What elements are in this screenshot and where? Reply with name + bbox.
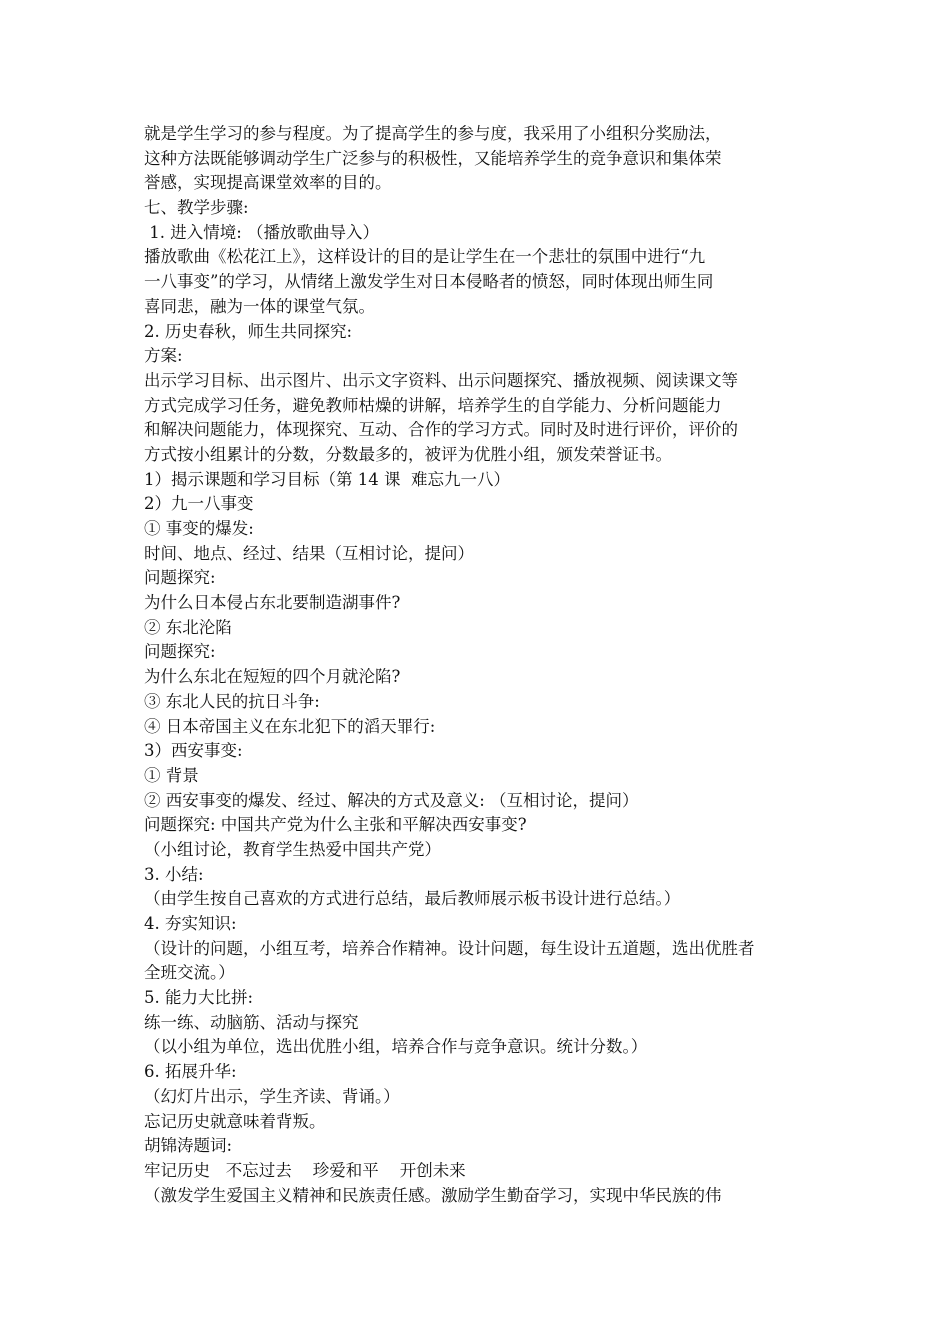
text-line: 为什么东北在短短的四个月就沦陷?: [144, 667, 401, 687]
text-line: 问题探究: 中国共产党为什么主张和平解决西安事变?: [144, 815, 527, 835]
text-line: ① 事变的爆发:: [144, 519, 254, 538]
text-line: （小组讨论，教育学生热爱中国共产党）: [144, 839, 441, 859]
text-line: （设计的问题，小组互考，培养合作精神。设计问题，每生设计五道题，选出优胜者: [144, 938, 755, 958]
text-line: （幻灯片出示，学生齐读、背诵。）: [144, 1086, 400, 1106]
text-line: ① 背景: [144, 765, 199, 785]
text-line: （激发学生爱国主义精神和民族责任感。激励学生勤奋学习，实现中华民族的伟: [144, 1185, 722, 1205]
text-line: 和解决问题能力，体现探究、互动、合作的学习方式。同时及时进行评价，评价的: [144, 420, 738, 440]
text-line: 一八事变”的学习，从情绪上激发学生对日本侵略者的愤怒，同时体现出师生同: [144, 272, 714, 292]
text-line: 3）西安事变:: [144, 741, 243, 761]
text-line: ④ 日本帝国主义在东北犯下的滔天罪行:: [144, 716, 436, 736]
text-line: （以小组为单位，选出优胜小组，培养合作与竞争意识。统计分数。）: [144, 1037, 648, 1057]
text-line: 5. 能力大比拼:: [144, 988, 254, 1008]
text-line: 问题探究:: [144, 642, 216, 662]
text-line: 播放歌曲《松花江上》，这样设计的目的是让学生在一个悲壮的氛围中进行“九: [144, 247, 706, 267]
text-line: 全班交流。）: [144, 963, 235, 983]
text-line: 为什么日本侵占东北要制造湖事件?: [144, 593, 401, 613]
text-line: （由学生按自己喜欢的方式进行总结，最后教师展示板书设计进行总结。）: [144, 889, 681, 909]
text-line: 誉感，实现提高课堂效率的目的。: [144, 173, 392, 193]
text-line: 练一练、动脑筋、活动与探究: [144, 1012, 359, 1032]
text-line: ② 东北沦陷: [144, 617, 232, 637]
text-line: 方案:: [144, 346, 183, 366]
document-page: [144, 122, 810, 1208]
text-line: 3. 小结:: [144, 864, 204, 884]
text-line: 这种方法既能够调动学生广泛参与的积极性，又能培养学生的竞争意识和集体荣: [144, 148, 722, 168]
text-line: 6. 拓展升华:: [144, 1062, 237, 1082]
text-line: 时间、地点、经过、结果（互相讨论，提问）: [144, 543, 474, 563]
text-line: 2. 历史春秋，师生共同探究:: [144, 321, 353, 341]
text-line: 忘记历史就意味着背叛。: [144, 1111, 326, 1131]
text-line: 方式按小组累计的分数，分数最多的，被评为优胜小组，颁发荣誉证书。: [144, 444, 672, 464]
text-line: 喜同悲，融为一体的课堂气氛。: [144, 296, 375, 316]
text-line: 就是学生学习的参与程度。为了提高学生的参与度，我采用了小组积分奖励法，: [144, 124, 722, 143]
text-line: ③ 东北人民的抗日斗争:: [144, 691, 320, 711]
text-line: 问题探究:: [144, 568, 216, 588]
text-line: 1. 进入情境: （播放歌曲导入）: [144, 222, 380, 242]
text-line: 方式完成学习任务，避免教师枯燥的讲解，培养学生的自学能力、分析问题能力: [144, 395, 722, 415]
text-line: ② 西安事变的爆发、经过、解决的方式及意义: （互相讨论，提问）: [144, 790, 639, 810]
text-line: 1）揭示课题和学习目标（第 14 课 难忘九一八）: [144, 469, 510, 489]
text-line: 出示学习目标、出示图片、出示文字资料、出示问题探究、播放视频、阅读课文等: [144, 370, 738, 390]
text-line: 胡锦涛题词:: [144, 1136, 233, 1156]
text-line: 4. 夯实知识:: [144, 914, 237, 933]
text-line: 七、教学步骤:: [144, 198, 249, 218]
text-line: 2）九一八事变: [144, 494, 254, 514]
text-line: 牢记历史 不忘过去 珍爱和平 开创未来: [144, 1160, 466, 1180]
